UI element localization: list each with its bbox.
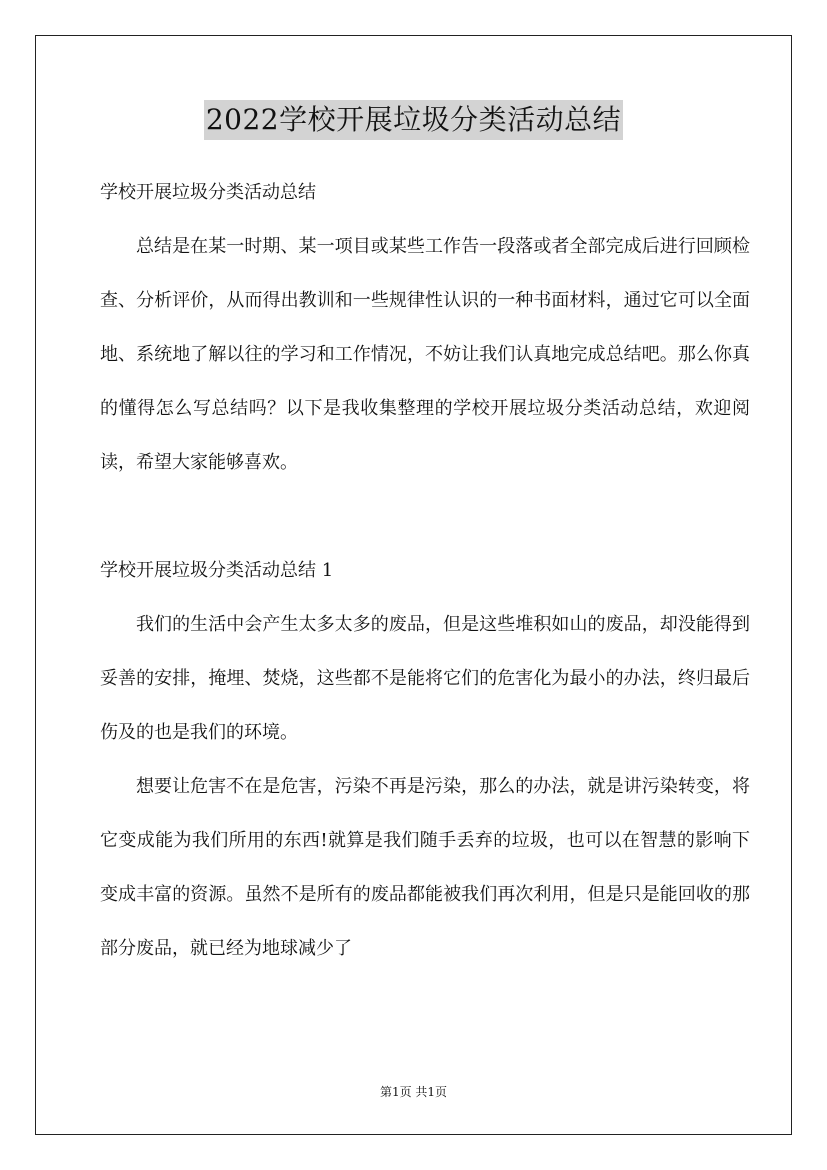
title-container — [0, 100, 827, 140]
document-subtitle: 学校开展垃圾分类活动总结 — [100, 182, 316, 203]
section-paragraph: 我们的生活中会产生太多太多的废品，但是这些堆积如山的废品，却没能得到妥善的安排，掩埋、焚烧，这些都不是能将它们的危害化为最小的办法，终归最后伤及的也是我们的环境。 — [100, 614, 750, 743]
intro-paragraph: 总结是在某一时期、某一项目或某些工作告一段落或者全部完成后进行回顾检查、分析评价，从而得出教训和一些规律性认识的一种书面材料，通过它可以全面地、系统地了解以往的学习和工作情况，不妨让我们认真地完成总结吧。那么你真的懂得怎么写总结吗？以下是我收集整理的学校开展垃圾分类活动总结，欢迎阅读，希望大家能够喜欢。 — [100, 236, 750, 473]
document-title: 2022学校开展垃圾分类活动总结 — [204, 100, 623, 140]
section-paragraph: 想要让危害不在是危害，污染不再是污染，那么的办法，就是讲污染转变，将它变成能为我们所用的东西!就算是我们随手丢弃的垃圾，也可以在智慧的影响下变成丰富的资源。虽然不是所有的废品都能被我们再次利用，但是只是能回收的那部分废品，就已经为地球减少了 — [100, 776, 750, 959]
page-number: 第1页 共1页 — [379, 1085, 448, 1099]
section-heading: 学校开展垃圾分类活动总结 1 — [100, 560, 334, 581]
document-body — [100, 166, 750, 976]
paragraph-spacer — [100, 490, 750, 544]
